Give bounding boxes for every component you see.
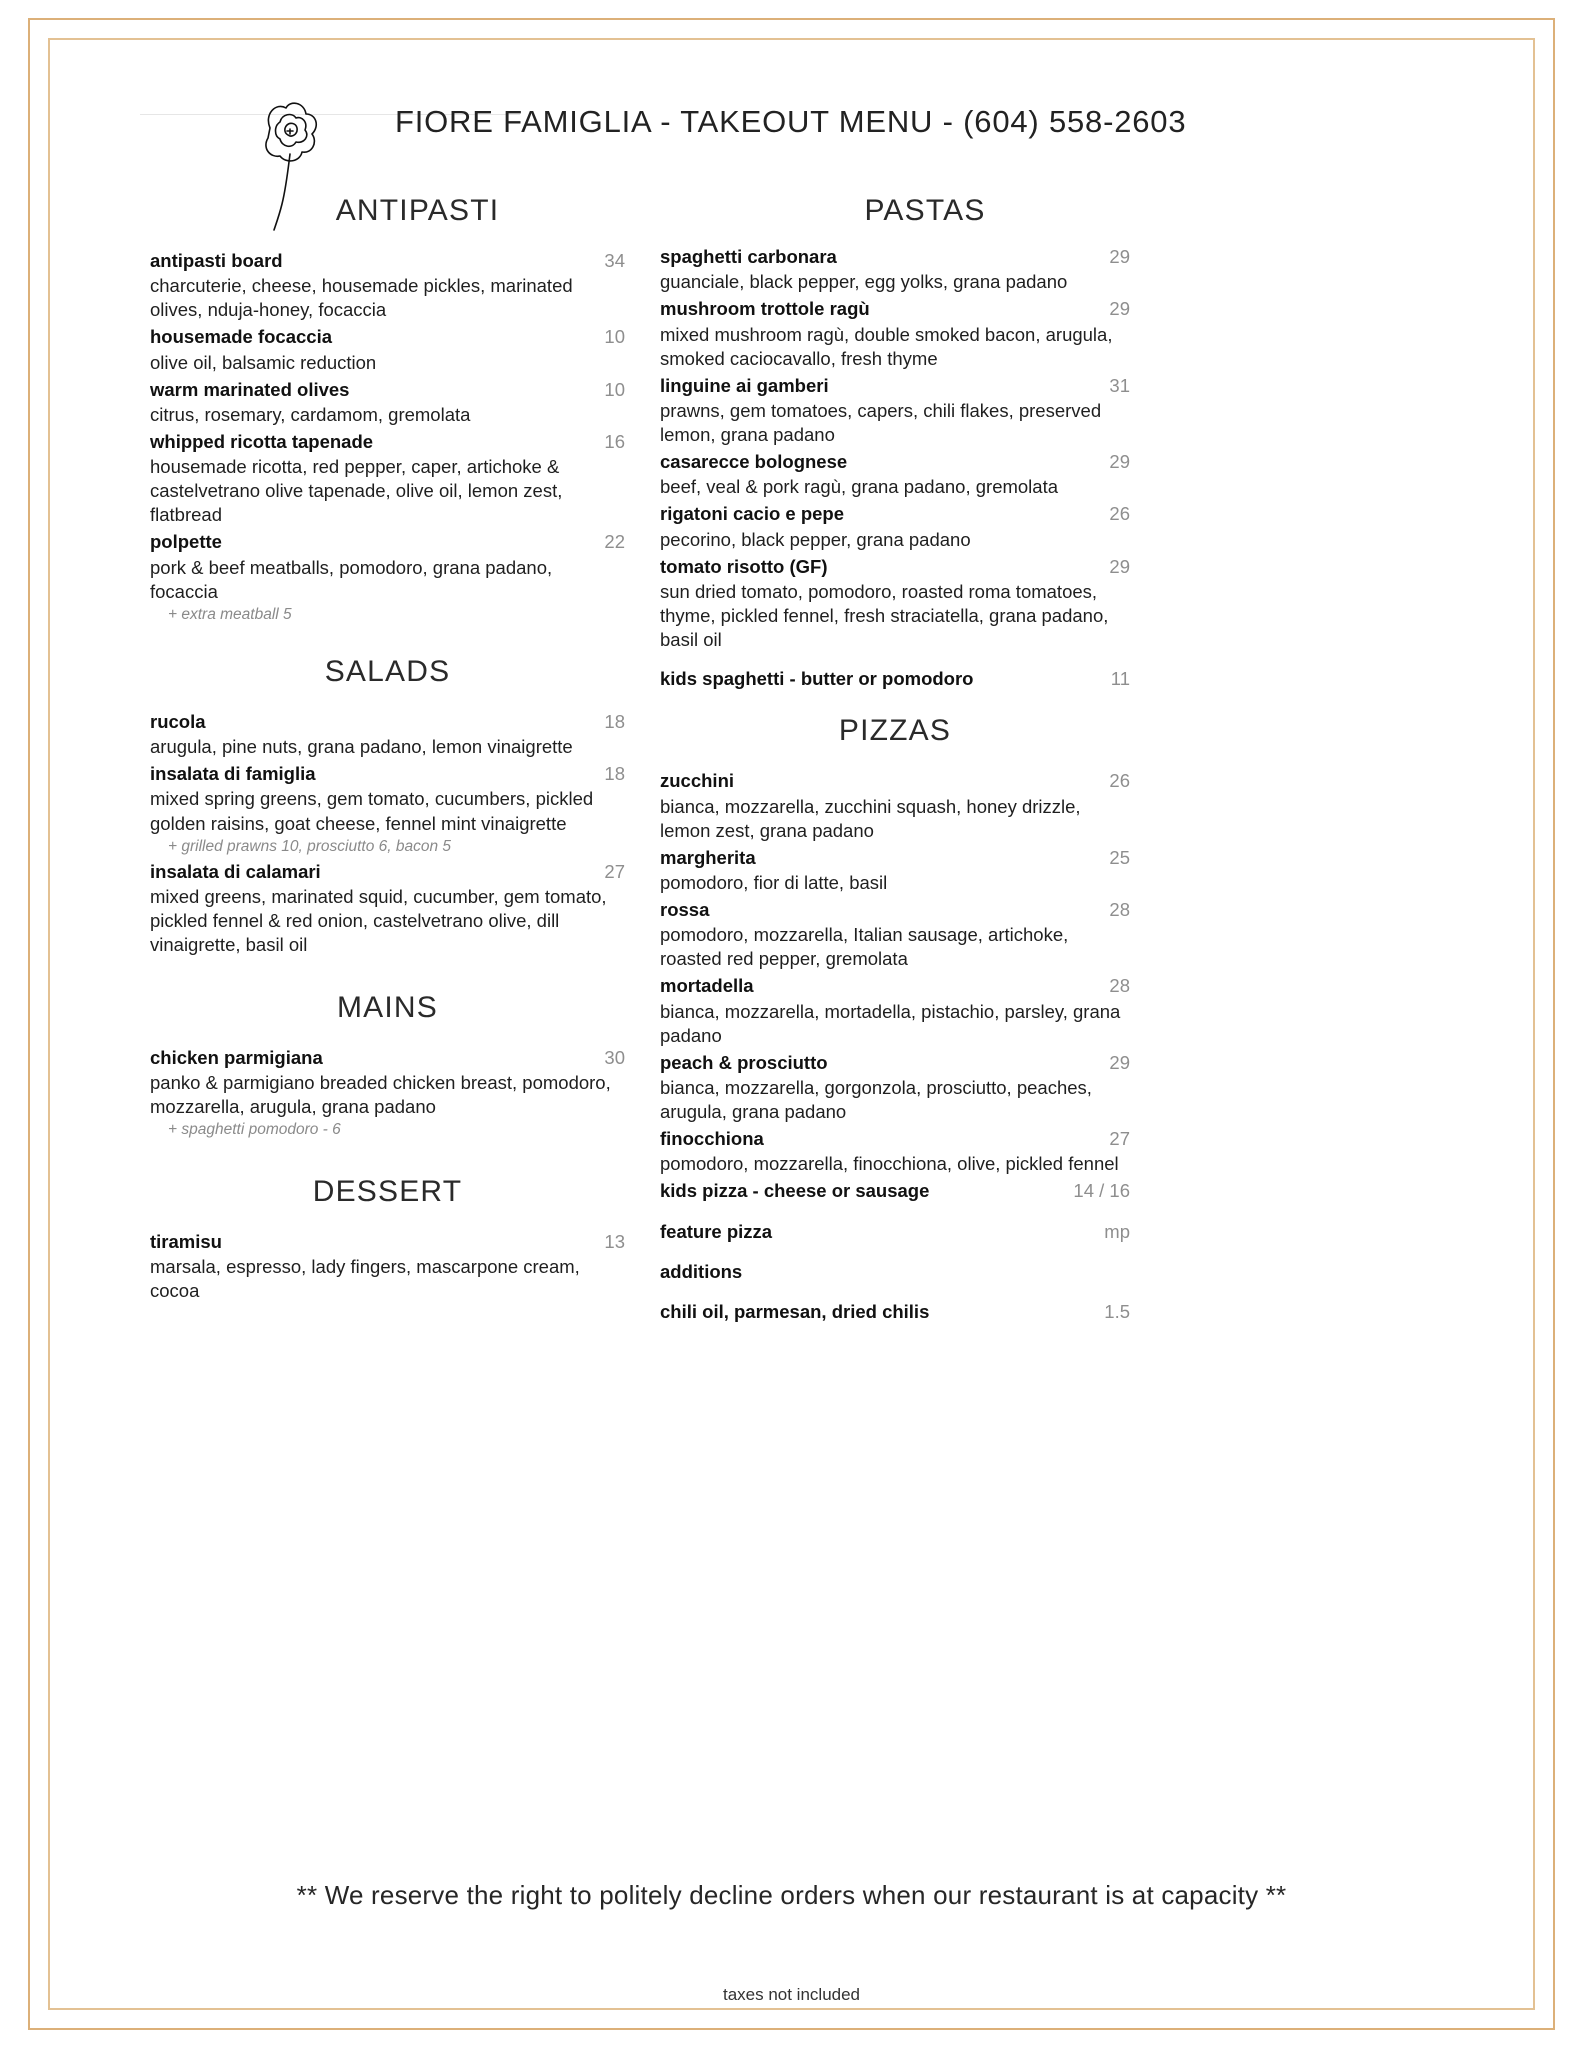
taxes-notice: taxes not included — [722, 1985, 861, 2004]
dot-leader — [879, 311, 1103, 312]
border-corner-top-left — [28, 18, 64, 54]
menu-item[interactable] — [660, 449, 1130, 499]
menu-item[interactable] — [150, 529, 625, 625]
item-price: 18 — [604, 763, 625, 785]
capacity-notice: ** We reserve the right to politely decline orders when our restaurant is at capacity ** — [296, 1880, 1287, 1910]
menu-header — [140, 62, 1320, 212]
item-description: citrus, rosemary, cardamom, gremolata — [150, 403, 471, 425]
item-description: beef, veal & pork ragù, grana padano, gremolata — [660, 476, 1059, 498]
item-price: 10 — [604, 326, 625, 348]
dot-leader — [837, 569, 1103, 570]
dot-leader — [773, 1141, 1103, 1142]
item-name: finocchiona — [660, 1128, 764, 1150]
item-addon: + extra meatball 5 — [168, 605, 292, 623]
menu-item[interactable] — [150, 761, 625, 857]
menu-item[interactable] — [660, 1219, 1130, 1245]
item-price: 26 — [1109, 503, 1130, 525]
menu-item[interactable] — [150, 429, 625, 527]
menu-item[interactable] — [660, 897, 1130, 971]
dot-leader — [231, 544, 597, 545]
item-description: pecorino, black pepper, grana padano — [660, 528, 971, 550]
item-name: peach & prosciutto — [660, 1051, 828, 1073]
item-addon: + grilled prawns 10, prosciutto 6, bacon 5 — [168, 837, 452, 855]
section-antipasti-items — [150, 248, 625, 625]
menu-item[interactable] — [660, 666, 1130, 692]
item-description: bianca, mozzarella, zucchini squash, honey drizzle, lemon zest, grana padano — [660, 795, 1081, 841]
menu-item[interactable] — [660, 244, 1130, 294]
section-mains-items — [150, 1045, 625, 1141]
item-description: pomodoro, mozzarella, Italian sausage, artichoke, roasted red pepper, gremolata — [660, 924, 1069, 970]
item-price: 34 — [604, 250, 625, 271]
item-price: 27 — [604, 860, 625, 882]
dot-leader — [837, 1065, 1103, 1066]
item-price: 29 — [1109, 555, 1130, 577]
item-price: 13 — [604, 1230, 625, 1252]
section-heading-dessert: DESSERT — [312, 1174, 463, 1208]
dot-leader — [763, 988, 1103, 989]
item-price: 29 — [1109, 451, 1130, 473]
item-price: 31 — [1109, 374, 1130, 396]
dot-leader — [718, 912, 1102, 913]
dot-leader — [330, 874, 598, 875]
item-description: housemade ricotta, red pepper, caper, artichoke & castelvetrano olive tapenade, olive oil, lemon zest, flatbread — [150, 456, 563, 526]
section-heading-antipasti: ANTIPASTI — [335, 194, 500, 227]
item-description: mixed spring greens, gem tomato, cucumbers, pickled golden raisins, goat cheese, fennel mint vinaigrette — [150, 788, 594, 834]
item-name: insalata di famiglia — [150, 763, 316, 785]
dot-leader — [292, 263, 598, 264]
item-description: charcuterie, cheese, housemade pickles, marinated olives, nduja-honey, focaccia — [150, 275, 573, 321]
dot-leader — [982, 681, 1103, 682]
dot-leader — [341, 339, 597, 340]
page-title: FIORE FAMIGLIA - TAKEOUT MENU - (604) 558-2603 — [395, 104, 1187, 139]
item-price: 26 — [1109, 770, 1130, 792]
item-name: mortadella — [660, 975, 754, 997]
section-dessert-items — [150, 1229, 625, 1303]
dot-leader — [765, 860, 1103, 861]
item-name: rossa — [660, 899, 710, 920]
menu-item[interactable] — [660, 768, 1130, 842]
dot-leader — [382, 444, 597, 445]
item-price: 14 / 16 — [1073, 1180, 1130, 1202]
border-corner-top-right — [1519, 18, 1555, 54]
item-price: 11 — [1110, 668, 1130, 690]
item-name: margherita — [660, 846, 756, 868]
item-price: 25 — [1109, 846, 1130, 868]
menu-item[interactable] — [150, 709, 625, 759]
menu-item[interactable] — [660, 1178, 1130, 1204]
item-description: sun dried tomato, pomodoro, roasted roma tomatoes, thyme, pickled fennel, fresh straciatella, grana padano, basil oil — [660, 580, 1109, 651]
item-description: pomodoro, mozzarella, finocchiona, olive, pickled fennel — [660, 1153, 1119, 1175]
item-name: polpette — [150, 531, 222, 553]
item-description: pomodoro, fior di latte, basil — [660, 871, 888, 893]
item-price: mp — [1104, 1220, 1130, 1242]
dot-leader — [325, 776, 598, 777]
dot-leader — [846, 259, 1103, 260]
dot-leader — [332, 1060, 598, 1061]
item-description: bianca, mozzarella, mortadella, pistachio, parsley, grana padano — [660, 1000, 1121, 1046]
item-description: olive oil, balsamic reduction — [150, 351, 377, 373]
item-description: guanciale, black pepper, egg yolks, grana padano — [660, 271, 1068, 293]
item-name: kids spaghetti - butter or pomodoro — [660, 668, 974, 690]
item-name: linguine ai gamberi — [660, 374, 829, 396]
section-heading-pastas: PASTAS — [864, 194, 986, 227]
item-description: mixed greens, marinated squid, cucumber, gem tomato, pickled fennel & red onion, castelvetrano olive, dill vinaigrette, basil oil — [150, 885, 607, 956]
item-name: rigatoni cacio e pepe — [660, 503, 845, 525]
item-name: mushroom trottole ragù — [660, 298, 870, 320]
item-price: 27 — [1109, 1128, 1130, 1150]
menu-item[interactable] — [660, 1050, 1130, 1124]
item-description: bianca, mozzarella, gorgonzola, prosciutto, peaches, arugula, grana padano — [660, 1076, 1092, 1123]
item-addon: + spaghetti pomodoro - 6 — [168, 1121, 341, 1139]
dot-leader — [231, 1244, 597, 1245]
section-pastas-items — [660, 244, 1130, 692]
item-name: antipasti board — [150, 250, 283, 271]
item-price: 28 — [1109, 975, 1130, 997]
menu-item[interactable] — [660, 501, 1130, 551]
menu-item[interactable] — [660, 296, 1130, 370]
left-column — [150, 194, 625, 1305]
item-name: rucola — [150, 710, 206, 732]
item-price: 28 — [1109, 899, 1130, 920]
item-name: chicken parmigiana — [150, 1047, 323, 1069]
item-price: 30 — [604, 1047, 625, 1069]
item-name: casarecce bolognese — [660, 451, 848, 473]
item-description: pork & beef meatballs, pomodoro, grana padano, focaccia — [150, 556, 553, 602]
item-price: 22 — [604, 531, 625, 553]
item-name: chili oil, parmesan, dried chilis — [660, 1301, 930, 1323]
dot-leader — [938, 1193, 1066, 1194]
item-name: tomato risotto (GF) — [660, 555, 828, 577]
additions-heading-row — [660, 1259, 1130, 1285]
menu-item[interactable] — [150, 1229, 625, 1303]
item-name: feature pizza — [660, 1220, 773, 1242]
item-description: marsala, espresso, lady fingers, mascarpone cream, cocoa — [150, 1255, 580, 1301]
dot-leader — [781, 1234, 1097, 1235]
menu-item[interactable] — [660, 973, 1130, 1047]
item-name: warm marinated olives — [150, 378, 350, 400]
dot-leader — [358, 392, 597, 393]
section-pizzas-items — [660, 768, 1130, 1325]
right-column — [660, 194, 1130, 1327]
menu-item[interactable] — [150, 377, 625, 427]
section-heading-pizzas: PIZZAS — [838, 714, 952, 748]
item-description: mixed mushroom ragù, double smoked bacon, arugula, smoked caciocavallo, fresh thyme — [660, 323, 1113, 369]
menu-item[interactable] — [660, 845, 1130, 895]
item-name: spaghetti carbonara — [660, 246, 837, 267]
menu-item[interactable] — [150, 1045, 625, 1141]
item-name: housemade focaccia — [150, 326, 332, 348]
item-description: prawns, gem tomatoes, capers, chili flakes, preserved lemon, grana padano — [660, 399, 1102, 445]
item-price: 29 — [1109, 246, 1130, 267]
dot-leader — [743, 783, 1102, 784]
item-price: 29 — [1109, 298, 1130, 320]
item-name: zucchini — [660, 770, 735, 792]
item-description: panko & parmigiano breaded chicken breast, pomodoro, mozzarella, arugula, grana padano — [150, 1072, 611, 1118]
item-name: kids pizza - cheese or sausage — [660, 1180, 930, 1202]
item-price: 18 — [604, 710, 625, 732]
menu-item[interactable] — [150, 859, 625, 957]
dot-leader — [938, 1314, 1097, 1315]
dot-leader — [856, 464, 1102, 465]
item-name: tiramisu — [150, 1230, 222, 1252]
item-price: 1.5 — [1104, 1301, 1130, 1323]
section-heading-salads: SALADS — [324, 654, 451, 688]
additions-heading: additions — [660, 1260, 743, 1282]
dot-leader — [853, 516, 1102, 517]
menu-item[interactable] — [660, 1299, 1130, 1325]
dot-leader — [838, 388, 1103, 389]
section-heading-mains: MAINS — [336, 991, 438, 1025]
item-price: 10 — [604, 378, 625, 400]
item-price: 16 — [604, 430, 625, 452]
menu-item[interactable] — [660, 554, 1130, 652]
menu-item[interactable] — [660, 1126, 1130, 1176]
dot-leader — [215, 724, 598, 725]
item-name: whipped ricotta tapenade — [150, 430, 374, 452]
section-salads-items — [150, 709, 625, 957]
item-name: insalata di calamari — [150, 860, 321, 882]
menu-item[interactable] — [660, 373, 1130, 447]
menu-item[interactable] — [150, 324, 625, 374]
item-description: arugula, pine nuts, grana padano, lemon vinaigrette — [150, 736, 573, 758]
item-price: 29 — [1109, 1051, 1130, 1073]
menu-item[interactable] — [150, 248, 625, 322]
